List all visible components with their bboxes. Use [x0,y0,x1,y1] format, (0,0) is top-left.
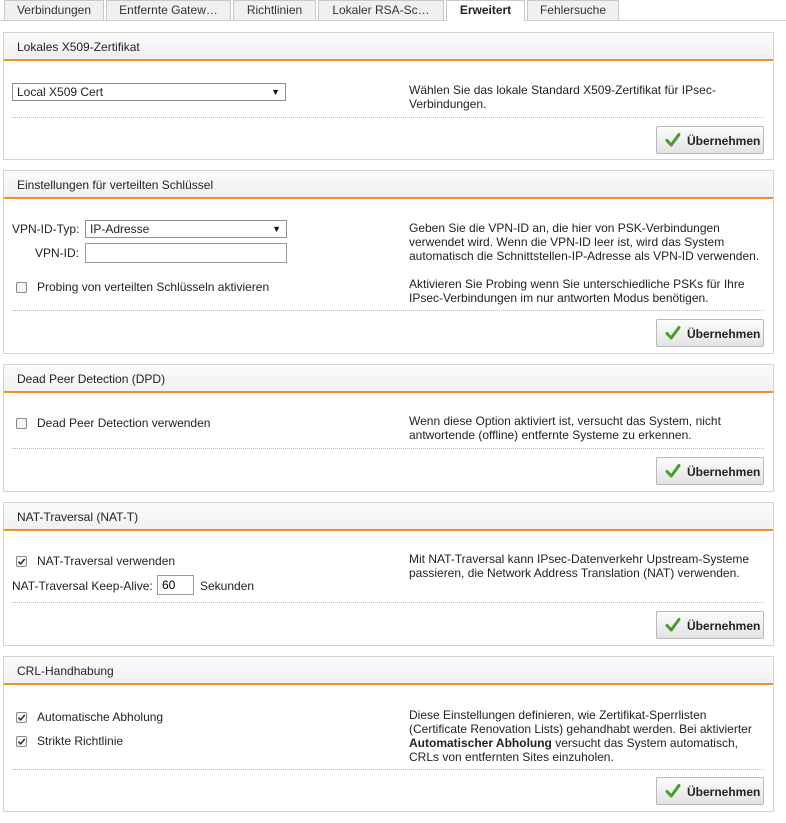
x509-certificate-select[interactable] [12,83,286,101]
divider [12,117,764,118]
apply-button-psk[interactable] [656,319,764,347]
strict-policy-checkbox[interactable] [16,736,27,747]
checkmark-icon [17,737,26,746]
vpn-id-type-select[interactable] [85,220,287,238]
crl-description-bold: Automatischer Abholung [409,736,552,750]
check-icon [665,325,681,341]
divider [12,602,764,603]
keepalive-input[interactable] [157,575,194,595]
panel-dpd [3,364,774,492]
apply-button-nat[interactable] [656,611,764,639]
crl-description [409,708,764,764]
button-label: Übernehmen [687,465,761,479]
vpn-id-type-label: VPN-ID-Typ: [12,222,80,236]
select-value: Local X509 Cert [17,85,104,99]
tab-fehlersuche[interactable]: Fehlersuche [527,0,619,20]
divider [12,448,764,449]
vpn-id-label: VPN-ID: [35,246,80,260]
check-icon [665,783,681,799]
nat-traversal-description: Mit NAT-Traversal kann IPsec-Datenverkehr Upstream-Systeme passieren, die Network Address Translation (NAT) verwenden. [409,552,750,580]
tab-entfernte-gateways[interactable]: Entfernte Gatew… [106,0,231,20]
divider [12,769,764,770]
nat-traversal-label: NAT-Traversal verwenden [37,554,176,568]
vpn-id-description: Geben Sie die VPN-ID an, die hier von PSK-Verbindungen verwendet wird. Wenn die VPN-ID leer ist, wird das System automatisch die Schnittstellen-IP-Adresse als VPN-ID verwenden. [409,221,760,263]
checkmark-icon [17,557,26,566]
panel-title: Lokales X509-Zertifikat [4,33,773,61]
keepalive-unit: Sekunden [200,579,255,593]
tab-richtlinien[interactable]: Richtlinien [233,0,316,20]
select-value: IP-Adresse [90,222,150,236]
crl-description-text: Diese Einstellungen definieren, wie Zertifikat-Sperrlisten (Certificate Renovation Lists) gehandhabt werden. Bei aktivierter [409,708,752,736]
tab-erweitert[interactable]: Erweitert [446,0,525,21]
panel-title: CRL-Handhabung [4,657,773,685]
button-label: Übernehmen [687,134,761,148]
button-label: Übernehmen [687,785,761,799]
probing-label: Probing von verteilten Schlüsseln aktivieren [37,280,270,294]
x509-description: Wählen Sie das lokale Standard X509-Zertifikat für IPsec-Verbindungen. [409,83,716,111]
apply-button-crl[interactable] [656,777,764,805]
panel-crl-handling [3,656,774,812]
probing-checkbox[interactable] [16,282,27,293]
nat-traversal-checkbox[interactable] [16,556,27,567]
dpd-checkbox[interactable] [16,418,27,429]
check-icon [665,463,681,479]
vpn-id-input[interactable] [85,243,287,263]
check-icon [665,132,681,148]
panel-title: Einstellungen für verteilten Schlüssel [4,171,773,199]
probing-description: Aktivieren Sie Probing wenn Sie unterschiedliche PSKs für Ihre IPsec-Verbindungen im nur antworten Modus benötigen. [409,277,745,305]
panel-nat-traversal [3,502,774,646]
strict-policy-label: Strikte Richtlinie [37,734,124,748]
crl-description-text-end: versucht das System automatisch, CRLs von entfernten Sites einzuholen. [409,736,738,764]
dropdown-arrow-icon: ▼ [271,87,280,97]
auto-fetch-checkbox[interactable] [16,712,27,723]
keepalive-label: NAT-Traversal Keep-Alive: [12,579,153,593]
panel-title: Dead Peer Detection (DPD) [4,365,773,393]
panel-psk-settings [3,170,774,354]
button-label: Übernehmen [687,327,761,341]
button-label: Übernehmen [687,619,761,633]
dropdown-arrow-icon: ▼ [272,224,281,234]
dpd-description: Wenn diese Option aktiviert ist, versucht das System, nicht antwortende (offline) entfernte Systeme zu erkennen. [409,414,721,442]
checkmark-icon [17,713,26,722]
panel-title: NAT-Traversal (NAT-T) [4,503,773,531]
panel-x509-certificate [3,32,774,160]
auto-fetch-label: Automatische Abholung [37,710,164,724]
check-icon [665,617,681,633]
apply-button-dpd[interactable] [656,457,764,485]
divider [12,310,764,311]
dpd-label: Dead Peer Detection verwenden [37,416,211,430]
tab-verbindungen[interactable]: Verbindungen [4,0,104,20]
tab-lokaler-rsa-schluessel[interactable]: Lokaler RSA-Sc… [318,0,444,20]
tab-bar [0,0,786,21]
apply-button-x509[interactable] [656,126,764,154]
